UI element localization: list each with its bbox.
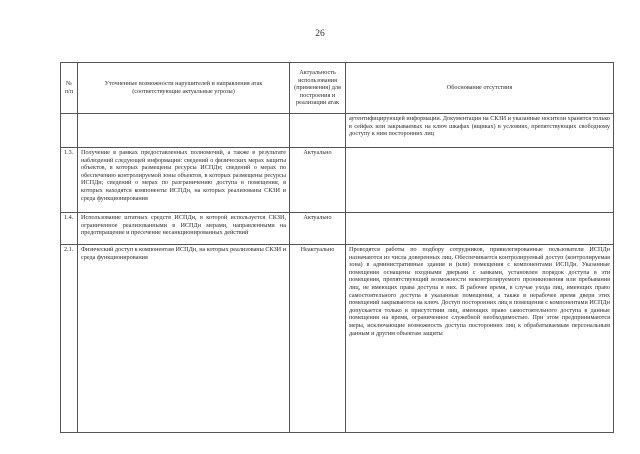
table-header-row	[61, 63, 614, 114]
header-justification: Обоснование отсутствия	[346, 63, 614, 114]
page-number: 26	[315, 29, 325, 39]
row-relevance: Неактуально	[290, 245, 346, 433]
row-relevance: Актуально	[290, 213, 346, 245]
row-justification	[346, 148, 614, 213]
row-number	[61, 114, 78, 148]
row-description: Получение в рамках предоставленных полномочий, а также в результате наблюдений следующей информации: сведений о физических мерах защиты объектов, в которых размещены ресурсы ИСПДн; сведений о мерах по обеспечению контролируемой зоны объектов, в которых размещены ресурсы ИСПДн; сведений о мерах по разграничению доступа в помещения, в которых находятся компоненты ИСПДн, на которых реализованы СКЗИ и среда функционирования	[78, 148, 290, 213]
row-relevance	[290, 114, 346, 148]
table-row	[61, 213, 614, 245]
table-row	[61, 114, 614, 148]
row-number: 2.1.	[61, 245, 78, 433]
header-relevance: Актуальность использования (применения) для построения и реализации атак	[290, 63, 346, 114]
row-relevance: Актуально	[290, 148, 346, 213]
table-row	[61, 245, 614, 433]
row-justification	[346, 213, 614, 245]
header-description: Уточненные возможности нарушителей и направления атак (соответствующие актуальные угрозы)	[78, 63, 290, 114]
threats-table	[60, 62, 614, 433]
row-description: Использование штатных средств ИСПДн, в которой используется СКЗИ, ограниченное реализованными в ИСПДн мерами, направленными на предотвращение и пресечение несанкционированных действий	[78, 213, 290, 245]
row-number: 1.3.	[61, 148, 78, 213]
row-number: 1.4.	[61, 213, 78, 245]
row-justification: аутентифицирующей информации. Документация на СКЗИ и указанные носители хранятся только в сейфах или закрываемых на ключ шкафах (ящиках) в условиях, препятствующих свободному доступу к ним посторонних лиц	[346, 114, 614, 148]
row-description: Физический доступ к компонентам ИСПДн, на которых реализованы СКЗИ и среда функционирования	[78, 245, 290, 433]
header-number: № п/п	[61, 63, 78, 114]
table-row	[61, 148, 614, 213]
row-justification: Проводятся работы по подбору сотрудников, привилегированные пользователи ИСПДн назначаются из числа доверенных лиц. Обеспечивается контролируемый доступ (контролируемая зона) в административные здания и (или) помещения с компонентами ИСПДн. Указанные помещения оснащены входными дверьми с замками, установлен порядок доступа в эти помещения, препятствующий возможности неконтролируемого проникновения или пребывания лиц, не имеющих права доступа в них. В рабочее время, в случае ухода лиц, имеющих право самостоятельного доступа в указанные помещения, а также в нерабочее время двери этих помещений закрываются на ключ. Доступ посторонних лиц в помещения с компонентами ИСПДн допускается только в присутствии лиц, имеющих право самостоятельного доступа в данные помещения на время, ограниченное служебной необходимостью. При этом предпринимаются меры, исключающие возможность доступа посторонних лиц к обрабатываемым персональным данным и другим объектам защиты	[346, 245, 614, 433]
row-description	[78, 114, 290, 148]
